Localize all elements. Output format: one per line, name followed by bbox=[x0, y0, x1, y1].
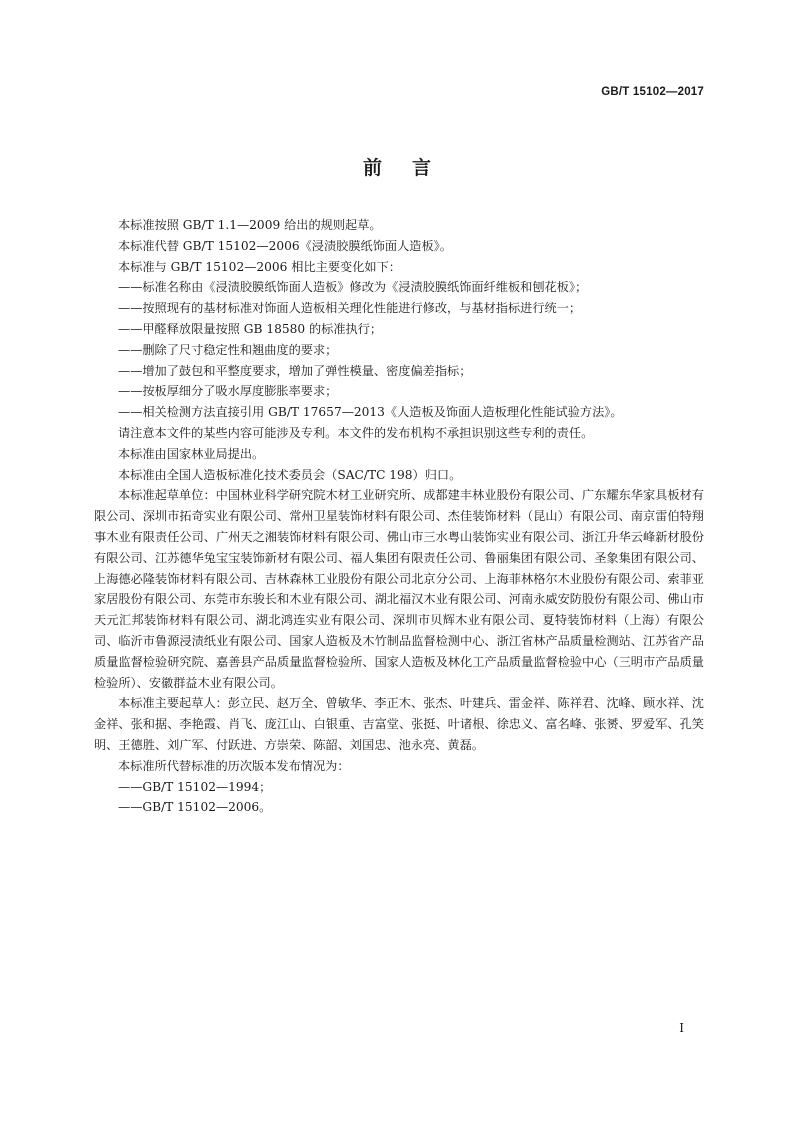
paragraph-changes-intro: 本标准与 GB/T 15102—2006 相比主要变化如下： bbox=[118, 259, 401, 274]
change-item: ——标准名称由《浸渍胶膜纸饰面人造板》修改为《浸渍胶膜纸饰面纤维板和刨花板》； bbox=[118, 280, 588, 295]
paragraph-patent-notice: 请注意本文件的某些内容可能涉及专利。本文件的发布机构不承担识别这些专利的责任。 bbox=[118, 425, 594, 440]
history-item: ——GB/T 15102—1994； bbox=[118, 779, 272, 794]
paragraph-drafting-rules: 本标准按照 GB/T 1.1—2009 给出的规则起草。 bbox=[118, 218, 382, 232]
foreword-body bbox=[94, 215, 704, 818]
page-number: I bbox=[679, 1021, 684, 1035]
history-item: ——GB/T 15102—2006。 bbox=[118, 800, 272, 815]
paragraph-drafters: 本标准主要起草人：彭立民、赵万全、曾敏华、李正木、张杰、叶建兵、雷金祥、陈祥君、沈峰、顾水祥、沈金祥、张和据、李艳霞、肖飞、庞江山、白银重、吉富堂、张挺、叶诸根、徐忠义、富名峰、张赟、罗爱军、孔笑明、王德胜、刘广军、付跃进、方崇荣、陈韶、刘国忠、池永亮、黄磊。 bbox=[94, 696, 704, 752]
change-item: ——相关检测方法直接引用 GB/T 17657—2013《人造板及饰面人造板理化性能试验方法》。 bbox=[118, 405, 623, 420]
paragraph-drafting-units: 本标准起草单位：中国林业科学研究院木材工业研究所、成都建丰林业股份有限公司、广东耀东华家具板材有限公司、深圳市拓奇实业有限公司、常州卫星装饰材料有限公司、杰佳装饰材料（昆山）有限公司、南京雷伯特翔事木业有限责任公司、广州天之湘装饰材料有限公司、佛山市三水粤山装饰实业有限公司、浙江升华云峰新材股份有限公司、江苏德华兔宝宝装饰新材有限公司、福人集团有限责任公司、鲁丽集团有限公司、圣象集团有限公司、上海德必隆装饰材料有限公司、吉林森林工业股份有限公司北京分公司、上海菲林格尔木业股份有限公司、索菲亚家居股份有限公司、东莞市东骏长和木业有限公司、湖北福汉木业有限公司、河南永威安防股份有限公司、佛山市天元汇邦装饰材料有限公司、湖北鸿连实业有限公司、深圳市贝辉木业有限公司、夏特装饰材料（上海）有限公司、临沂市鲁源浸渍纸业有限公司、国家人造板及木竹制品监督检测中心、浙江省林产品质量检测站、江苏省产品质量监督检验研究院、嘉善县产品质量监督检验所、国家人造板及林化工产品质量监督检验中心（三明市产品质量检验所）、安徽群益木业有限公司。 bbox=[94, 488, 704, 690]
paragraph-replaces: 本标准代替 GB/T 15102—2006《浸渍胶膜纸饰面人造板》。 bbox=[118, 238, 452, 253]
paragraph-centralized-by: 本标准由全国人造板标准化技术委员会（SAC/TC 198）归口。 bbox=[118, 467, 462, 482]
change-item: ——按板厚细分了吸水厚度膨胀率要求； bbox=[118, 384, 338, 399]
paragraph-history-intro: 本标准所代替标准的历次版本发布情况为： bbox=[118, 758, 350, 773]
change-item: ——增加了鼓包和平整度要求，增加了弹性模量、密度偏差指标； bbox=[118, 363, 472, 378]
paragraph-proposed-by: 本标准由国家林业局提出。 bbox=[118, 446, 265, 461]
change-item: ——删除了尺寸稳定性和翘曲度的要求； bbox=[118, 342, 338, 357]
standard-code: GB/T 15102—2017 bbox=[601, 86, 704, 98]
page-title: 前言 bbox=[362, 157, 461, 179]
change-item: ——按照现有的基材标准对饰面人造板相关理化性能进行修改，与基材指标进行统一； bbox=[118, 301, 582, 316]
change-item: ——甲醛释放限量按照 GB 18580 的标准执行； bbox=[118, 321, 383, 336]
